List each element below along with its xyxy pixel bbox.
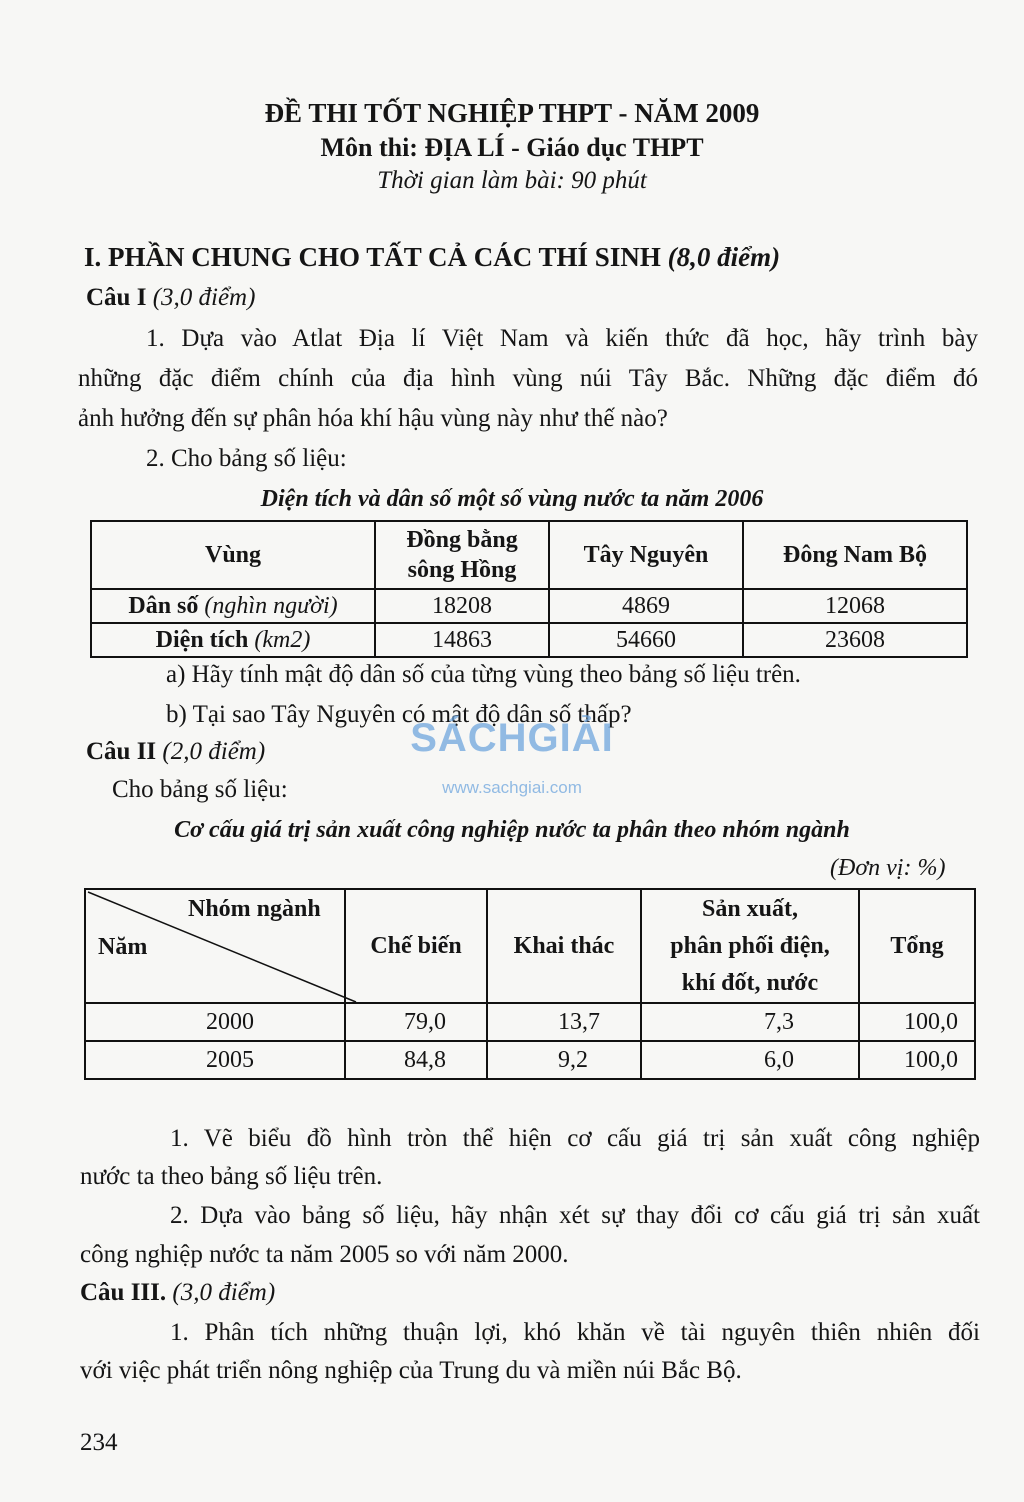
table-cell: 4869 xyxy=(549,589,743,623)
q1-a: a) Hãy tính mật độ dân số của từng vùng theo bảng số liệu trên. xyxy=(166,661,801,688)
row-label xyxy=(91,589,375,623)
q2-table-title: Cơ cấu giá trị sản xuất công nghiệp nước ta phân theo nhóm ngành xyxy=(174,817,850,843)
industry-table xyxy=(84,888,976,1080)
q3-p1-line1: 1. Phân tích những thuận lợi, khó khăn về tài nguyên thiên nhiên đối xyxy=(170,1319,980,1346)
table-header-row xyxy=(91,521,967,589)
header-mining: Khai thác xyxy=(487,889,641,1003)
header-line: Sản xuất, xyxy=(701,895,799,922)
table-cell: 6,0 xyxy=(641,1041,859,1079)
part1-heading-text: I. PHẦN CHUNG CHO TẤT CẢ CÁC THÍ SINH xyxy=(84,242,661,272)
header-red-river-delta xyxy=(375,521,549,589)
q3-heading xyxy=(80,1278,275,1308)
header-total: Tổng xyxy=(859,889,975,1003)
q2-intro: Cho bảng số liệu: xyxy=(112,776,288,803)
q2-points: (2,0 điểm) xyxy=(162,738,266,765)
table-cell: 14863 xyxy=(375,623,549,657)
q1-p1-line2: những đặc điểm chính của địa hình vùng núi Tây Bắc. Những đặc điểm đó xyxy=(78,365,978,392)
exam-title: ĐỀ THI TỐT NGHIỆP THPT - NĂM 2009 xyxy=(264,98,760,128)
table-cell: 100,0 xyxy=(859,1003,975,1041)
q2-p1-line2: nước ta theo bảng số liệu trên. xyxy=(80,1163,383,1190)
table-cell: 13,7 xyxy=(487,1003,641,1041)
header-year: Năm xyxy=(98,934,148,960)
header-line: khí đốt, nước xyxy=(681,969,819,996)
part1-points: (8,0 điểm) xyxy=(667,242,781,272)
row-year: 2000 xyxy=(85,1003,345,1041)
q1-table-title: Diện tích và dân số một số vùng nước ta năm 2006 xyxy=(260,486,764,512)
row-label-text: Dân số xyxy=(128,593,199,619)
table-cell: 54660 xyxy=(549,623,743,657)
q2-heading xyxy=(86,737,265,767)
header-region: Vùng xyxy=(91,521,375,589)
row-year: 2005 xyxy=(85,1041,345,1079)
header-group: Nhóm ngành xyxy=(188,896,321,922)
q2-p1-line1: 1. Vẽ biểu đồ hình tròn thể hiện cơ cấu giá trị sản xuất công nghiệp xyxy=(170,1125,980,1152)
page-number: 234 xyxy=(80,1429,118,1456)
table-cell: 84,8 xyxy=(345,1041,487,1079)
header-diagonal-cell xyxy=(85,889,345,1003)
q2-unit: (Đơn vị: %) xyxy=(830,855,946,881)
table-header-row xyxy=(85,889,975,1003)
exam-subject: Môn thi: ĐỊA LÍ - Giáo dục THPT xyxy=(320,133,704,162)
q3-p1-line2: với việc phát triển nông nghiệp của Trung du và miền núi Bắc Bộ. xyxy=(80,1357,742,1384)
header-line: sông Hồng xyxy=(407,557,517,583)
watermark-url: www.sachgiai.com xyxy=(442,778,582,797)
q2-p2-line2: công nghiệp nước ta năm 2005 so với năm 2000. xyxy=(80,1241,569,1268)
header-processing: Chế biến xyxy=(345,889,487,1003)
table-cell: 18208 xyxy=(375,589,549,623)
q1-b: b) Tại sao Tây Nguyên có mật độ dân số thấp? xyxy=(166,701,632,728)
row-label xyxy=(91,623,375,657)
table-cell: 23608 xyxy=(743,623,967,657)
q1-points: (3,0 điểm) xyxy=(152,284,256,311)
watermark-brand: SÁCHGIẢI xyxy=(410,716,614,760)
q1-label: Câu I xyxy=(86,284,147,311)
q1-p2: 2. Cho bảng số liệu: xyxy=(146,445,347,472)
header-utilities xyxy=(641,889,859,1003)
table-cell: 79,0 xyxy=(345,1003,487,1041)
exam-time: Thời gian làm bài: 90 phút xyxy=(377,167,647,194)
table-cell: 100,0 xyxy=(859,1041,975,1079)
header-southeast: Đông Nam Bộ xyxy=(743,521,967,589)
row-unit: (nghìn người) xyxy=(204,593,338,619)
table-cell: 7,3 xyxy=(641,1003,859,1041)
table-row xyxy=(91,589,967,623)
row-unit: (km2) xyxy=(254,627,311,653)
q1-p1-line3: ảnh hưởng đến sự phân hóa khí hậu vùng này như thế nào? xyxy=(78,405,668,432)
population-table xyxy=(90,520,968,658)
q3-points: (3,0 điểm) xyxy=(172,1279,276,1306)
header-line: Đồng bằng xyxy=(406,527,518,553)
table-cell: 12068 xyxy=(743,589,967,623)
q1-p1-line1: 1. Dựa vào Atlat Địa lí Việt Nam và kiến thức đã học, hãy trình bày xyxy=(146,325,978,352)
row-label-text: Diện tích xyxy=(155,627,249,653)
part1-heading xyxy=(84,242,780,272)
q2-label: Câu II xyxy=(86,738,157,765)
q3-label: Câu III. xyxy=(80,1279,167,1306)
table-row xyxy=(85,1041,975,1079)
header-central-highlands: Tây Nguyên xyxy=(549,521,743,589)
q2-p2-line1: 2. Dựa vào bảng số liệu, hãy nhận xét sự thay đổi cơ cấu giá trị sản xuất xyxy=(170,1202,980,1229)
table-row xyxy=(85,1003,975,1041)
header-line: phân phối điện, xyxy=(670,932,830,959)
q1-heading xyxy=(86,283,255,313)
table-cell: 9,2 xyxy=(487,1041,641,1079)
table-row xyxy=(91,623,967,657)
